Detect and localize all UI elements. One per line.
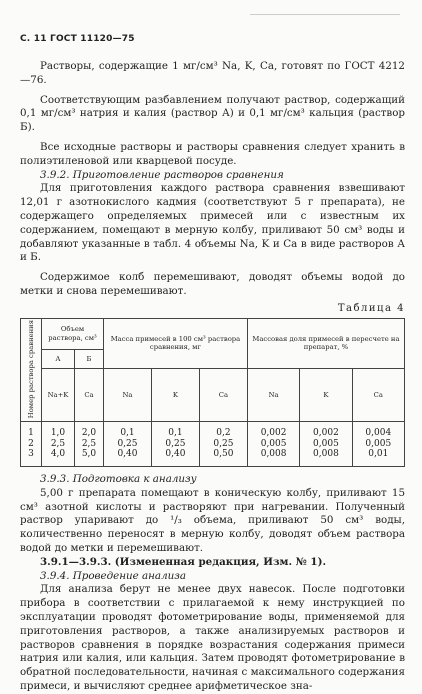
- running-head: С. 11 ГОСТ 11120—75: [20, 34, 135, 44]
- header-na-k: Na+K: [42, 369, 75, 422]
- header-mass-k: K: [151, 369, 199, 422]
- section-heading: 3.9.4. Проведение анализа: [40, 569, 187, 582]
- page-body: [20, 60, 405, 694]
- paragraph: Для анализа берут не менее двух навесок. После подготовки прибора в соответствии с прилагаемой к нему инструкцией по эксплуатации проводят фотометрирование воды, применяемой для приготовления растворов, а также анализируемых растворов и растворов сравнения в порядке возрастания содержания примеси натрия или калия, или кальция. Затем проводят фотометрирование в обратной последовательности, начиная с максимального содержания примеси, и вычисляют среднее арифметическое зна-: [20, 583, 405, 692]
- header-frac-k: K: [300, 369, 352, 422]
- paragraph: Соответствующим разбавлением получают раствор, содержащий 0,1 мг/см³ натрия и калия (раствор А) и 0,1 мг/см³ кальция (раствор Б).: [20, 93, 405, 134]
- table-row: 2 2,5 2,5 0,25 0,25 0,25 0,005 0,005 0,005: [21, 439, 405, 450]
- section-heading: 3.9.2. Приготовление растворов сравнения: [40, 168, 284, 181]
- header-mass-na: Na: [104, 369, 152, 422]
- top-rule: [250, 14, 400, 15]
- table-row: 3 4,0 5,0 0,40 0,40 0,50 0,008 0,008 0,01: [21, 449, 405, 460]
- header-solution-number: Номер раствора сравнения: [21, 318, 42, 422]
- paragraph: Все исходные растворы и растворы сравнения следует хранить в полиэтиленовой или кварцевой посуде.: [20, 140, 405, 167]
- header-mass-fraction: Массовая доля примесей в пересчете на препарат, %: [247, 318, 404, 368]
- header-frac-ca: Ca: [352, 369, 404, 422]
- paragraph: Содержимое колб перемешивают, доводят объемы водой до метки и снова перемешивают.: [20, 271, 405, 297]
- table-caption: Таблица 4: [337, 302, 405, 314]
- header-frac-na: Na: [247, 369, 299, 422]
- header-solution-a: А: [42, 350, 75, 369]
- header-mass: Масса примесей в 100 см³ раствора сравнения, мг: [104, 318, 248, 368]
- paragraph: Растворы, содержащие 1 мг/см³ Na, K, Ca, готовят по ГОСТ 4212—76.: [20, 60, 405, 86]
- section-heading: 3.9.3. Подготовка к анализу: [40, 472, 197, 485]
- table-row: 1 1,0 2,0 0,1 0,1 0,2 0,002 0,002 0,004: [21, 428, 405, 439]
- paragraph: 5,00 г препарата помещают в коническую колбу, приливают 15 см³ азотной кислоты и растворяют при нагревании. Полученный раствор упаривают до ¹/₃ объема, приливают 50 см³ воды, количественно переносят в мерную колбу, доводят объем раствора водой до метки и перемешивают.: [20, 486, 405, 554]
- header-volume: Объем раствора, см³: [42, 318, 104, 349]
- table-4: [20, 318, 405, 467]
- header-ca: Ca: [75, 369, 104, 422]
- paragraph: Для приготовления каждого раствора сравнения взвешивают 12,01 г азотнокислого кадмия (соответствуют 5 г препарата), не содержащего определяемых примесей или с известным их содержанием, помещают в мерную колбу, приливают 50 см³ воды и добавляют указанные в табл. 4 объемы Na, K и Ca в виде растворов А и Б.: [20, 182, 405, 264]
- amendment-note: 3.9.1—3.9.3. (Измененная редакция, Изм. № 1).: [40, 555, 327, 568]
- header-mass-ca: Ca: [199, 369, 247, 422]
- header-solution-b: Б: [75, 350, 104, 369]
